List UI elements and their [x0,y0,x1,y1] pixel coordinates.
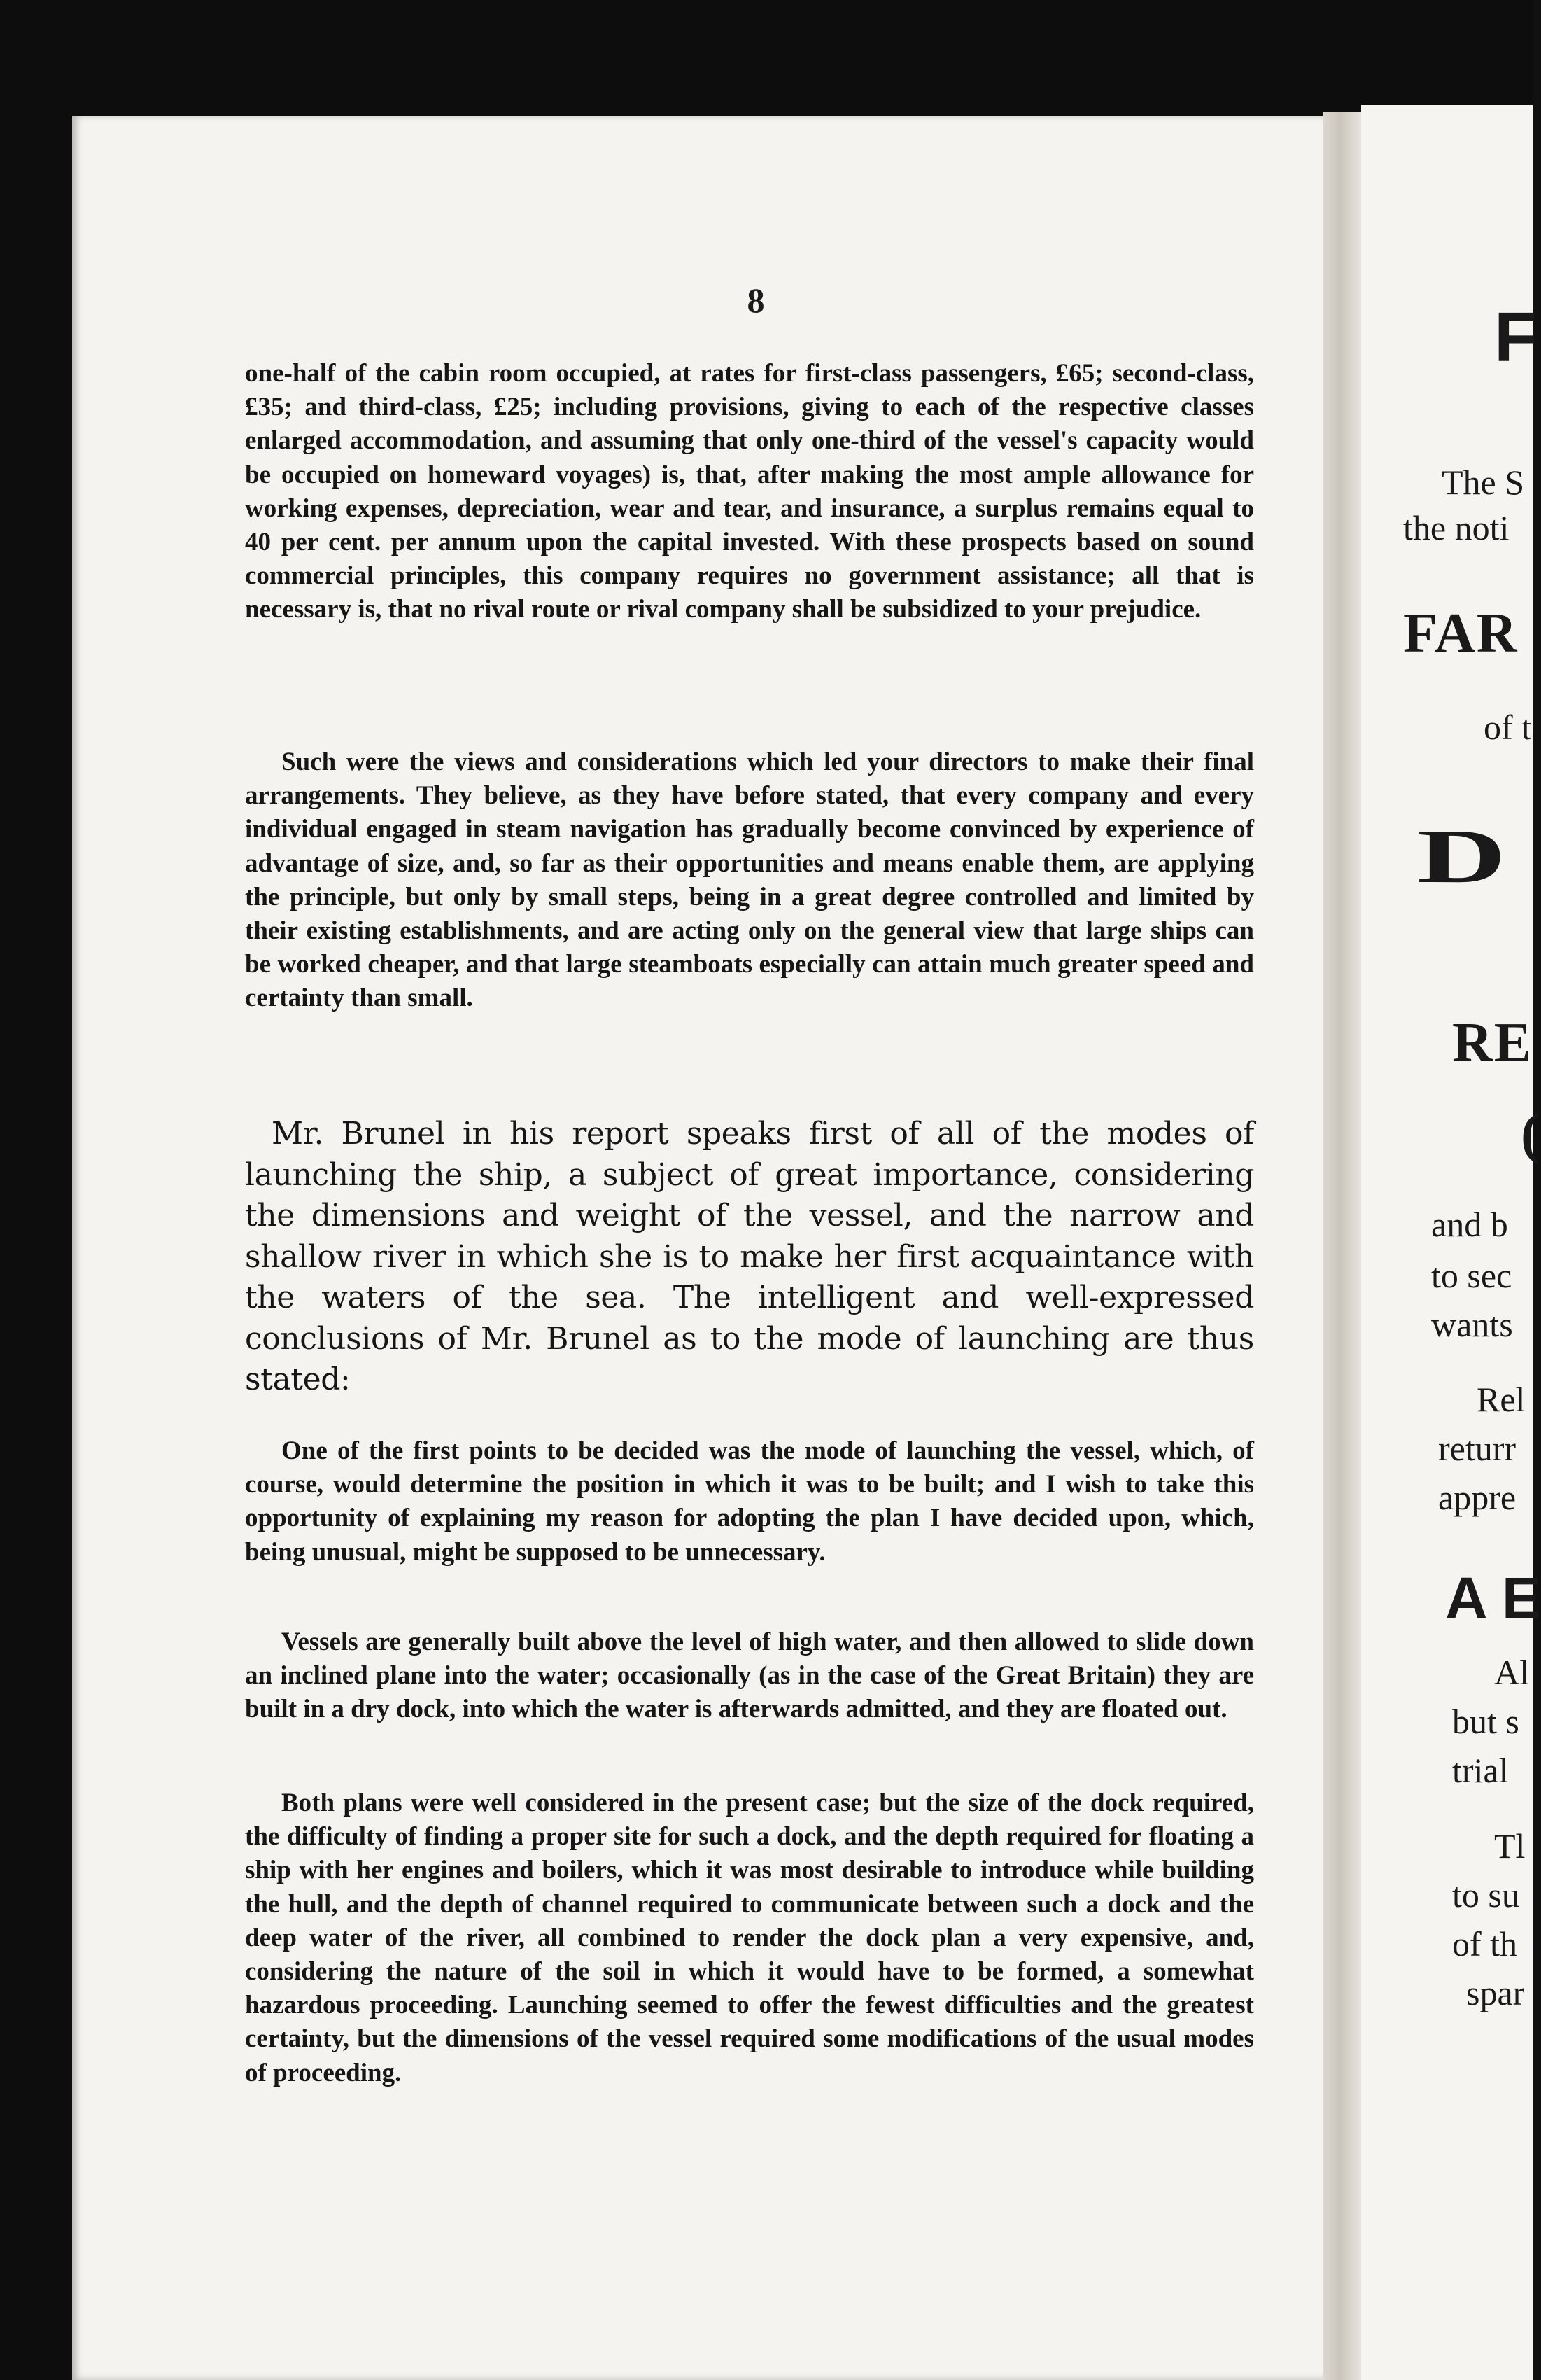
adjacent-fragment: the noti [1403,508,1510,547]
adjacent-fragment: but s [1452,1702,1519,1741]
adjacent-fragment: to sec [1431,1256,1512,1295]
adjacent-fragment: ( [1521,1103,1540,1165]
adjacent-fragment: Tl [1494,1826,1526,1865]
adjacent-fragment: spar [1466,1973,1525,2012]
adjacent-fragment: to su [1452,1875,1519,1914]
page-fold [1323,112,1365,2380]
quoted-paragraph: Vessels are generally built above the level of high water, and then allowed to slide down an inclined plane into the water; occasionally (as in the case of the Great Britain) they are built in a dry dock, into which the water is afterwards admitted, and they are floated out. [245,1628,1254,1724]
adjacent-fragment: trial [1452,1751,1509,1790]
adjacent-fragment: F [1494,298,1538,377]
adjacent-fragment: FAR [1403,603,1519,664]
adjacent-page [1361,105,1541,2380]
adjacent-fragment: RE [1452,1012,1533,1074]
adjacent-fragment: and b [1431,1205,1508,1244]
adjacent-fragment: of t [1484,708,1532,747]
adjacent-fragment: Al [1494,1653,1529,1692]
adjacent-fragment: wants [1431,1305,1513,1344]
adjacent-fragment: Rel [1477,1380,1526,1419]
quoted-paragraph: One of the first points to be decided was the mode of launching the vessel, which, of course, would determine the position in which it was to be built; and I wish to take this opportunity of explaining my reason for adopting the plan I have decided upon, which, being unusual, might be supposed to be unnecessary. [245,1436,1254,1567]
adjacent-fragment: of th [1452,1924,1518,1963]
paragraph: Mr. Brunel in his report speaks first of all of the modes of launching the ship, a subject of great importance, considering the dimensions and weight of the vessel, and the narrow and shallow river in which she is to make her first acquaintance with the waters of the sea. The intelligent and well-expressed conclusions of Mr. Brunel as to the mode of launching are thus stated: [245,1116,1254,1397]
quoted-paragraph: Both plans were well considered in the present case; but the size of the dock required, the difficulty of finding a proper site for such a dock, and the depth required for floating a ship with her engines and boilers, which it was most desirable to introduce while building the hull, and the depth of channel required to communicate between such a dock and the deep water of the river, all combined to render the dock plan a very expensive, and, considering the nature of the soil in which it would have to be formed, a somewhat hazardous proceeding. Launching seemed to offer the fewest difficulties and the greatest certainty, but the dimensions of the vessel required some modifications of the usual modes of proceeding. [245,1788,1254,2087]
adjacent-fragment: A E [1445,1565,1541,1631]
paragraph: one-half of the cabin room occupied, at rates for first-class passengers, £65; second-class, £35; and third-class, £25; including provisions, giving to each of the respective classes enlarged accommodation, and assuming that only one-third of the vessel's capacity would be occupied on homeward voyages) is, that, after making the most ample allowance for working expenses, depreciation, wear and tear, and insurance, a surplus remains equal to 40 per cent. per annum upon the capital invested. With these prospects based on sound commercial principles, this company requires no government assistance; all that is necessary is, that no rival route or rival company shall be subsidized to your prejudice. [245,359,1254,624]
adjacent-fragment: The S [1442,463,1525,502]
paragraph: Such were the views and considerations which led your directors to make their final arrangements. They believe, as they have before stated, that every company and every individual engaged in steam navigation has gradually become convinced by experience of advantage of size, and, so far as their opportunities and means enable them, are applying the principle, but only by small steps, being in a great degree controlled and limited by their existing establishments, and are acting only on the general view that large ships can be worked cheaper, and that large steamboats especially can attain much greater speed and certainty than small. [245,748,1254,1013]
adjacent-fragment: appre [1438,1478,1517,1517]
page-number: 8 [747,281,765,320]
adjacent-fragment: returr [1438,1429,1517,1468]
adjacent-fragment: D [1417,813,1507,899]
